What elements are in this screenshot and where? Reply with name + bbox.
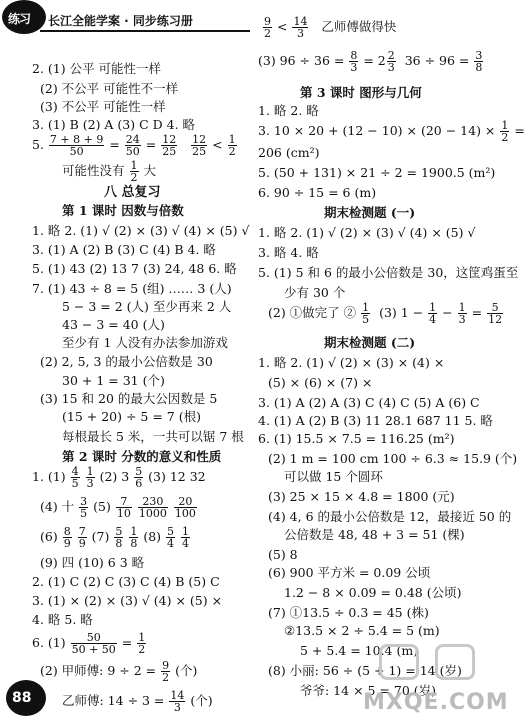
minus-sign: − xyxy=(442,305,453,320)
text: (3) 1 − xyxy=(379,305,424,320)
denominator: 4 xyxy=(429,313,437,326)
denominator: 9 xyxy=(63,537,71,550)
answer-line: 6. (1) 15.5 × 7.5 = 116.25 (m²) xyxy=(258,431,455,446)
denominator: 3 xyxy=(350,61,358,74)
fraction xyxy=(86,466,95,489)
fraction xyxy=(134,466,143,489)
test-heading: 期末检测题 (一) xyxy=(324,205,416,220)
denominator: 8 xyxy=(115,537,123,550)
text: (个) xyxy=(190,693,213,708)
answer-line: 3. (1) A (2) A (3) C (4) C (5) A (6) C xyxy=(258,395,480,410)
numerator: 230 xyxy=(138,496,168,508)
numerator: 1 xyxy=(501,119,509,132)
text: (7) xyxy=(91,529,110,544)
equals-sign: = xyxy=(145,137,157,152)
answer-line: (5) 8 xyxy=(268,547,298,562)
denominator: 2 xyxy=(138,643,146,656)
denominator: 8 xyxy=(130,537,138,550)
fraction xyxy=(116,496,132,519)
item-number: 6. (1) xyxy=(32,635,66,650)
fraction xyxy=(78,526,87,549)
denominator: 3 xyxy=(173,701,181,714)
text: 大 xyxy=(143,163,156,178)
answer-line: 至少有 1 人没有办法参加游戏 xyxy=(62,335,228,350)
answer-line: 4. 略 5. 略 xyxy=(32,612,93,627)
unit-heading: 八 总复习 xyxy=(104,185,161,200)
fraction xyxy=(161,660,170,683)
item-number: 5. xyxy=(32,137,44,152)
fraction xyxy=(428,302,437,325)
answer-line: 5 + 5.4 = 10.4 (m) xyxy=(300,643,419,658)
denominator: 2 xyxy=(162,671,170,684)
answer-line: 每根最长 5 米，一共可以锯 7 根 xyxy=(62,429,244,444)
watermark-text: MXQE.COM xyxy=(363,690,509,715)
answer-line-fractions xyxy=(32,466,206,489)
numerator: 14 xyxy=(293,15,308,28)
answer-line: (3) 不公平 可能性一样 xyxy=(40,99,166,114)
fraction xyxy=(228,134,237,157)
lesson-heading: 第 2 课时 分数的意义和性质 xyxy=(62,449,222,464)
answer-line: (7) ①13.5 ÷ 0.3 = 45 (株) xyxy=(268,605,429,620)
denominator: 100 xyxy=(174,507,196,520)
fraction xyxy=(71,466,80,489)
numerator: 1 xyxy=(86,465,94,478)
numerator: 4 xyxy=(71,465,79,478)
denominator: 2 xyxy=(264,27,271,40)
numerator: 12 xyxy=(162,133,177,146)
numerator: 20 xyxy=(174,496,197,508)
text: (5) xyxy=(93,499,111,514)
numerator: 24 xyxy=(125,133,140,146)
answer-line: 5. (1) 5 和 6 的最小公倍数是 30，这筐鸡蛋至 xyxy=(258,265,519,280)
numerator: 5 xyxy=(487,302,503,314)
fraction xyxy=(263,16,272,39)
answer-line-fractions xyxy=(40,526,191,549)
denominator: 50 xyxy=(69,145,84,158)
denominator: 50 xyxy=(125,145,140,158)
fraction xyxy=(49,134,104,157)
numerator: 7 + 8 + 9 xyxy=(49,133,104,146)
denominator: 25 xyxy=(192,145,207,158)
equals-sign: = xyxy=(109,137,120,152)
fraction xyxy=(79,496,88,519)
page-header xyxy=(0,0,493,36)
item-number: 1. (1) xyxy=(32,469,66,484)
denominator: 2 xyxy=(228,145,236,158)
less-than-sign: < xyxy=(276,19,288,34)
answer-line: 3. (1) × (2) × (3) √ (4) × (5) × xyxy=(32,593,223,608)
watermark-stamp-icon xyxy=(379,644,419,680)
denominator: 2 xyxy=(501,131,509,144)
answer-line: 1.2 − 8 × 0.09 = 0.48 (公顷) xyxy=(284,585,462,600)
numerator: 7 xyxy=(78,525,86,538)
answer-line: 5. (50 + 131) × 21 ÷ 2 = 1900.5 (m²) xyxy=(258,165,496,180)
text: 乙师傅: 14 ÷ 3 = xyxy=(62,693,165,708)
text: 36 ÷ 96 = xyxy=(404,53,470,68)
denominator: 1000 xyxy=(138,507,167,520)
fraction xyxy=(138,496,168,519)
answer-line: (2) 2, 5, 3 的最小公倍数是 30 xyxy=(40,354,213,369)
fraction xyxy=(174,496,197,519)
numerator: 3 xyxy=(475,49,483,62)
answer-line-fractions xyxy=(62,160,156,183)
answer-line: 5. (1) 43 (2) 13 7 (3) 24, 48 6. 略 xyxy=(32,261,237,276)
fraction xyxy=(181,526,190,549)
fraction xyxy=(130,160,139,183)
answer-line: (5) × (6) × (7) × xyxy=(268,375,373,390)
fraction xyxy=(114,526,123,549)
answer-line: (6) 900 平方米 = 0.09 公顷 xyxy=(268,565,431,580)
denominator: 3 xyxy=(458,313,466,326)
answer-line-fractions xyxy=(262,16,396,39)
denominator: 5 xyxy=(71,477,79,490)
denominator: 12 xyxy=(488,313,503,326)
answer-line-fractions xyxy=(40,660,197,683)
fraction xyxy=(166,526,175,549)
numerator: 1 xyxy=(458,301,466,314)
denominator: 3 xyxy=(387,61,395,74)
answer-line: 2. (1) C (2) C (3) C (4) B (5) C xyxy=(32,574,220,589)
answer-line: (2) 1 m = 100 cm 100 ÷ 6.3 ≈ 15.9 (个) xyxy=(268,451,518,466)
text: (2) 甲师傅: 9 ÷ 2 = xyxy=(40,663,157,678)
fraction xyxy=(500,120,509,143)
series-logo xyxy=(2,0,46,34)
answer-line: 43 − 3 = 40 (人) xyxy=(62,317,165,332)
answer-line: 1. 略 2. (1) √ (2) × (3) √ (4) × (5) √ xyxy=(32,223,250,238)
answer-line: (8) 小丽: 56 ÷ (5 + 1) = 14 (岁) xyxy=(268,663,462,678)
logo-text: 练习 xyxy=(8,12,31,26)
text: (2) ①做完了 ② xyxy=(268,305,357,320)
answer-line: 公倍数是 48, 48 + 3 = 51 (棵) xyxy=(284,527,465,542)
numerator: 5 xyxy=(135,465,143,478)
fraction xyxy=(474,50,483,73)
answer-line-fractions xyxy=(32,134,238,157)
answer-line: (15 + 20) ÷ 5 = 7 (根) xyxy=(62,409,201,424)
numerator: 5 xyxy=(115,525,123,538)
page-number: 88 xyxy=(12,690,32,706)
denominator: 4 xyxy=(167,537,175,550)
fraction xyxy=(292,16,308,39)
numerator: 1 xyxy=(138,631,146,644)
denominator: 3 xyxy=(296,27,304,40)
fraction xyxy=(387,50,396,73)
answer-line: 3. 略 4. 略 xyxy=(258,245,319,260)
numerator: 1 xyxy=(130,159,138,172)
text: (8) xyxy=(143,529,162,544)
answer-line: 爷爷: 14 × 5 = 70 (岁) xyxy=(300,683,437,698)
numerator: 14 xyxy=(170,689,185,702)
numerator: 8 xyxy=(63,525,71,538)
fraction xyxy=(161,134,177,157)
numerator: 1 xyxy=(429,301,437,314)
answer-line: (3) 15 和 20 的最大公因数是 5 xyxy=(40,391,218,406)
answer-line-fractions xyxy=(62,690,213,713)
answer-line: (2) 不公平 可能性不一样 xyxy=(40,81,179,96)
answer-line: 可以做 15 个圆环 xyxy=(284,469,383,484)
numerator: 1 xyxy=(130,525,138,538)
denominator: 9 xyxy=(78,537,86,550)
answer-line: (9) 四 (10) 6 3 略 xyxy=(40,555,145,570)
answer-line-fractions xyxy=(40,496,198,519)
answer-line: 1. 略 2. (1) √ (2) × (3) × (4) × xyxy=(258,355,445,370)
watermark-stamp-icon xyxy=(435,644,475,680)
denominator: 3 xyxy=(86,477,94,490)
test-heading: 期末检测题 (二) xyxy=(324,335,416,350)
answer-line: 4. (1) A (2) B (3) 11 28.1 687 11 5. 略 xyxy=(258,413,493,428)
answer-line-fractions xyxy=(258,120,525,143)
fraction xyxy=(361,302,370,325)
answer-line: 3. (1) B (2) A (3) C D 4. 略 xyxy=(32,117,196,132)
numerator: 9 xyxy=(162,659,170,672)
denominator: 5 xyxy=(80,507,88,520)
lesson-heading: 第 3 课时 图形与几何 xyxy=(300,85,422,100)
answer-line: (4) 4, 6 的最小公倍数是 12，最接近 50 的 xyxy=(268,509,512,524)
fraction xyxy=(191,134,207,157)
denominator: 4 xyxy=(182,537,190,550)
denominator: 10 xyxy=(116,507,131,520)
answer-line: 2. (1) 公平 可能性一样 xyxy=(32,61,162,76)
numerator: 2 xyxy=(387,49,395,62)
numerator: 12 xyxy=(192,133,207,146)
answer-line: 7. (1) 43 ÷ 8 = 5 (组) …… 3 (人) xyxy=(32,281,232,296)
equals-sign: = xyxy=(471,305,483,320)
answer-line: 206 (cm²) xyxy=(258,145,320,160)
numerator: 1 xyxy=(228,133,236,146)
watermark xyxy=(355,620,509,721)
answer-line: 6. 90 ÷ 15 = 6 (m) xyxy=(258,185,377,200)
book-title: 长江全能学案 · 同步练习册 xyxy=(48,14,193,28)
denominator: 2 xyxy=(130,171,138,184)
fraction xyxy=(349,50,358,73)
text: 3. 10 × 20 + (12 − 10) × (20 − 14) × xyxy=(258,123,496,138)
fraction xyxy=(125,134,141,157)
text: (3) 12 32 xyxy=(148,469,206,484)
page-number-badge xyxy=(4,672,50,718)
fraction xyxy=(458,302,467,325)
answer-line: 30 + 1 = 31 (个) xyxy=(62,373,165,388)
denominator: 8 xyxy=(475,61,483,74)
text: (个) xyxy=(175,663,198,678)
answer-line-fractions xyxy=(258,50,484,73)
text: 乙师傅做得快 xyxy=(321,19,397,34)
answer-line: (3) 25 × 15 × 4.8 = 1800 (元) xyxy=(268,489,455,504)
fraction xyxy=(169,690,185,713)
header-rule xyxy=(40,30,250,32)
less-than-sign: < xyxy=(212,137,223,152)
answer-line: ②13.5 × 2 ÷ 5.4 = 5 (m) xyxy=(284,623,440,638)
equals-sign: = xyxy=(121,635,133,650)
numerator: 5 xyxy=(167,525,175,538)
denominator: 50 + 50 xyxy=(71,643,116,656)
fraction xyxy=(487,302,503,325)
text: = 2 xyxy=(363,53,386,68)
text: (4) 十 xyxy=(40,499,75,514)
denominator: 5 xyxy=(362,313,370,326)
lesson-heading: 第 1 课时 因数与倍数 xyxy=(62,203,184,218)
denominator: 6 xyxy=(135,477,143,490)
numerator: 50 xyxy=(71,632,117,644)
answer-line: 5 − 3 = 2 (人) 至少再来 2 人 xyxy=(62,299,232,314)
numerator: 9 xyxy=(264,15,271,28)
numerator: 7 xyxy=(116,496,132,508)
answer-line-fractions xyxy=(32,632,147,655)
answer-line-fractions xyxy=(268,302,504,325)
answer-line: 1. 略 2. 略 xyxy=(258,103,319,118)
fraction xyxy=(71,632,117,655)
text: (3) 96 ÷ 36 = xyxy=(258,53,345,68)
answer-line: 1. 略 2. (1) √ (2) × (3) √ (4) × (5) √ xyxy=(258,225,476,240)
text: 可能性没有 xyxy=(62,163,125,178)
fraction xyxy=(137,632,146,655)
answer-line: 少有 30 个 xyxy=(284,285,346,300)
fraction xyxy=(129,526,138,549)
denominator: 25 xyxy=(162,145,177,158)
answer-line: 3. (1) A (2) B (3) C (4) B 4. 略 xyxy=(32,242,216,257)
text: (2) 3 xyxy=(99,469,130,484)
text: (6) xyxy=(40,529,58,544)
equals-sign: = xyxy=(514,123,525,138)
fraction xyxy=(63,526,72,549)
numerator: 1 xyxy=(362,301,370,314)
numerator: 1 xyxy=(182,525,190,538)
numerator: 3 xyxy=(80,495,88,508)
numerator: 8 xyxy=(350,49,358,62)
